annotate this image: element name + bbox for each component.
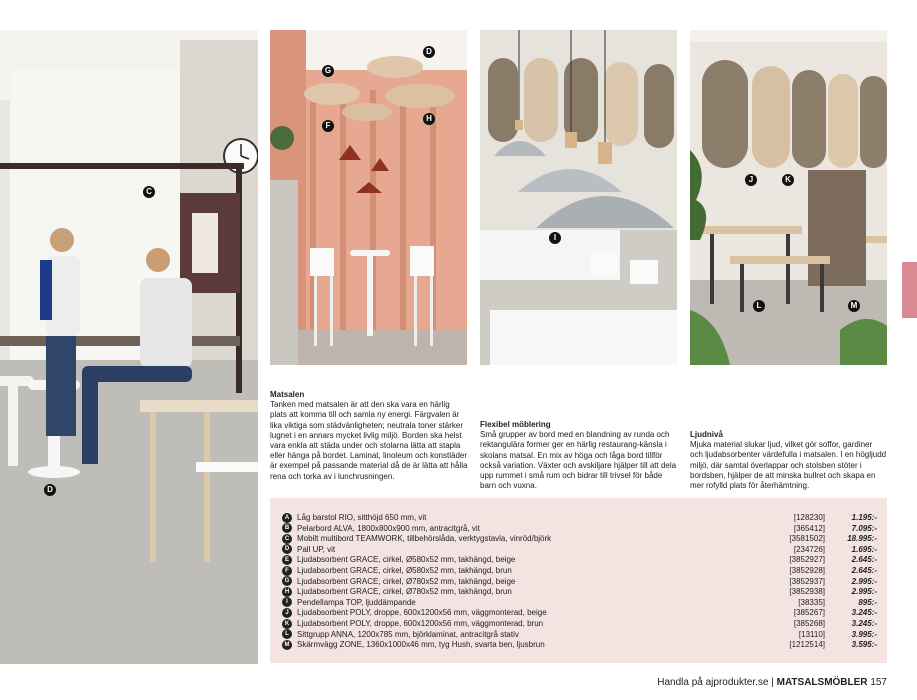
product-letter-badge: J	[282, 608, 292, 618]
section-tab	[902, 262, 917, 318]
product-row	[282, 512, 877, 523]
product-article-number: [128230]	[793, 513, 825, 522]
caption-matsalen	[270, 390, 468, 482]
acoustic-circles-illustration	[270, 30, 467, 365]
product-price: 18.995:-	[847, 534, 877, 544]
product-article-number: [3852937]	[789, 576, 825, 586]
product-price: 895:-	[858, 597, 877, 607]
product-article-number: [3852927]	[789, 555, 825, 565]
product-description: Pall UP, vit	[297, 544, 336, 554]
product-price: 2.645:-	[851, 566, 877, 575]
product-description: Pendellampa TOP, ljuddämpande	[297, 597, 416, 607]
photo-marker-g: G	[322, 65, 334, 77]
product-row	[282, 607, 877, 618]
product-letter-badge: K	[282, 619, 292, 629]
photo-marker-d: D	[44, 484, 56, 496]
photo-marker-d: D	[423, 46, 435, 58]
product-article-number: [385268]	[793, 619, 825, 628]
product-description: Ljudabsorbent POLY, droppe, 600x1200x56 mm, väggmonterad, brun	[297, 619, 544, 628]
product-price: 2.645:-	[851, 555, 877, 565]
product-price: 1.695:-	[851, 544, 877, 554]
photo-marker-c: C	[143, 186, 155, 198]
caption-text: Tanken med matsalen är att den ska vara en härlig plats att komma till och samla ny energi. Färgvalen är lika viktiga som städvänligheten; neutrala toner stärker lugnet i en annars mycket livlig miljö. Borden ska helst vara enkla att städa under och stolarna lätta att stapla eller hänga på bordet. Laminat, linoleum och konstläder är exempel på passande material då de är lätta att hålla rena och torka av i lunchrusningen.	[270, 400, 468, 481]
product-description: Sittgrupp ANNA, 1200x785 mm, björklaminat, antracitgrå stativ	[297, 629, 519, 639]
product-article-number: [234726]	[793, 544, 825, 554]
product-article-number: [3852928]	[789, 566, 825, 575]
product-letter-badge: L	[282, 629, 292, 639]
product-letter-badge: D	[282, 544, 292, 554]
product-price: 3.595:-	[851, 640, 877, 650]
product-description: Ljudabsorbent POLY, droppe, 600x1200x56 mm, väggmonterad, beige	[297, 608, 547, 618]
wall-absorbers-illustration	[690, 30, 887, 365]
caption-title: Matsalen	[270, 390, 305, 399]
product-row	[282, 544, 877, 555]
caption-text: Mjuka material slukar ljud, vilket gör soffor, gardiner och ljudabsorbenter värdefulla i matsalen. I en högljudd miljö, där samtal överlappar och stolsben stöter i bordsben, hjälper de att minska bullret och skapa en mer rofylld plats för återhämtning.	[690, 440, 887, 491]
page-number: 157	[870, 677, 887, 688]
product-article-number: [3852938]	[789, 587, 825, 597]
product-price: 2.995:-	[851, 587, 877, 597]
footer-section: MATSALSMÖBLER	[776, 677, 868, 688]
product-description: Ljudabsorbent GRACE, cirkel, Ø580x52 mm, takhängd, beige	[297, 555, 516, 565]
product-letter-badge: B	[282, 523, 292, 533]
photo-marker-i: I	[549, 232, 561, 244]
product-article-number: [385267]	[793, 608, 825, 618]
product-letter-badge: G	[282, 576, 292, 586]
product-row	[282, 565, 877, 576]
product-row	[282, 554, 877, 565]
product-letter-badge: H	[282, 587, 292, 597]
product-description: Låg barstol RIO, sitthöjd 650 mm, vit	[297, 513, 427, 522]
caption-title: Ljudnivå	[690, 430, 723, 439]
product-price: 3.245:-	[851, 619, 877, 628]
photo-marker-k: K	[782, 174, 794, 186]
product-description: Ljudabsorbent GRACE, cirkel, Ø780x52 mm, takhängd, beige	[297, 576, 516, 586]
product-price: 3.245:-	[851, 608, 877, 618]
product-article-number: [38335]	[798, 597, 825, 607]
footer-separator: |	[771, 677, 774, 688]
product-article-number: [1212514]	[789, 640, 825, 650]
product-article-number: [3581502]	[789, 534, 825, 544]
product-row	[282, 586, 877, 597]
photo-marker-h: H	[423, 113, 435, 125]
photo-wall-absorbers	[690, 30, 887, 365]
product-price: 7.095:-	[851, 523, 877, 533]
product-description: Mobilt multibord TEAMWORK, tillbehörslåda, verktygstavla, vinröd/björk	[297, 534, 552, 544]
footer-shop-link[interactable]: Handla på ajprodukter.se	[657, 677, 769, 688]
page-footer	[657, 677, 887, 688]
product-row	[282, 597, 877, 608]
photo-acoustic-circles	[270, 30, 467, 365]
pendant-lamps-illustration	[480, 30, 677, 365]
product-description: Skärmvägg ZONE, 1360x1000x46 mm, tyg Hush, svarta ben, ljusbrun	[297, 640, 545, 650]
photo-marker-f: F	[322, 120, 334, 132]
caption-text: Små grupper av bord med en blandning av runda och rektangulära former ger en härlig restaurang-känsla i skolans matsal. En mix av höga och låga bord tillför också variation. Växter och avskiljare hjälper till att dela upp rummet i små rum och bidrar till trivsel för både barn och vuxna.	[480, 430, 677, 491]
caption-flexibel-moblering	[480, 420, 678, 491]
product-row	[282, 639, 877, 650]
photo-pendant-lamps	[480, 30, 677, 365]
product-list	[270, 498, 887, 663]
product-letter-badge: C	[282, 534, 292, 544]
product-row	[282, 576, 877, 587]
product-description: Ljudabsorbent GRACE, cirkel, Ø580x52 mm, takhängd, brun	[297, 566, 512, 575]
product-row	[282, 523, 877, 534]
product-letter-badge: M	[282, 640, 292, 650]
product-letter-badge: I	[282, 597, 292, 607]
product-row	[282, 618, 877, 629]
product-article-number: [13110]	[798, 629, 825, 639]
product-letter-badge: F	[282, 566, 292, 576]
product-article-number: [365412]	[793, 523, 825, 533]
photo-marker-l: L	[753, 300, 765, 312]
product-description: Ljudabsorbent GRACE, cirkel, Ø780x52 mm, takhängd, brun	[297, 587, 512, 597]
product-description: Pelarbord ALVA, 1800x800x900 mm, antracitgrå, vit	[297, 523, 480, 533]
product-price: 3.995:-	[851, 629, 877, 639]
product-letter-badge: E	[282, 555, 292, 565]
photo-marker-j: J	[745, 174, 757, 186]
product-price: 2.995:-	[851, 576, 877, 586]
product-price: 1.195:-	[851, 513, 877, 522]
canteen-illustration	[0, 30, 258, 664]
product-row	[282, 533, 877, 544]
photo-marker-m: M	[848, 300, 860, 312]
product-letter-badge: A	[282, 513, 292, 523]
caption-ljudniva	[690, 430, 887, 491]
product-row	[282, 629, 877, 640]
photo-canteen	[0, 30, 258, 664]
caption-title: Flexibel möblering	[480, 420, 551, 429]
